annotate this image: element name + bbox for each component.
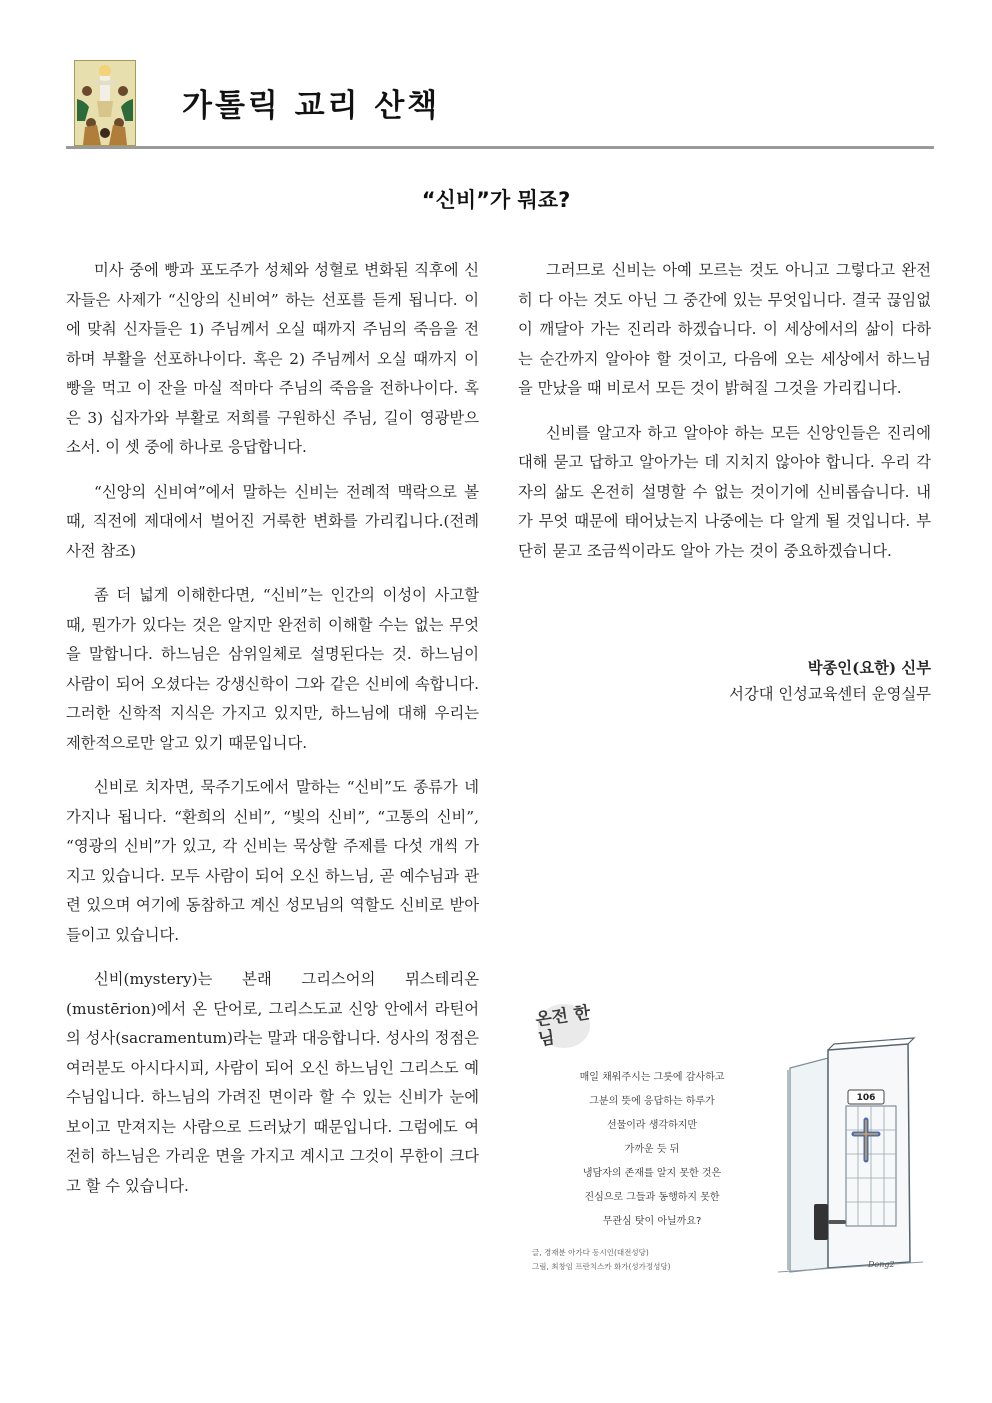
paragraph: 미사 중에 빵과 포도주가 성체와 성혈로 변화된 직후에 신자들은 사제가 “신앙의 신비여” 하는 선포를 듣게 됩니다. 이에 맞춰 신자들은 1) 주님께서 오실 때까지 주님의 죽음을 전하며 부활을 선포하나이다. 혹은 2) 주님께서 오실 때까지 이 빵을 먹고 이 잔을 마실 적마다 주님의 죽음을 전하나이다. 혹은 3) 십자가와 부활로 저희를 구원하신 주님, 길이 영광받으소서. 이 셋 중에 하나로 응답합니다. — [66, 261, 479, 456]
poem-line: 진심으로 그들과 동행하지 못한 — [584, 1192, 720, 1203]
paragraph: 신비(mystery)는 본래 그리스어의 뮈스테리온(mustērion)에서 온 단어로, 그리스도교 신앙 안에서 라틴어의 성사(sacramentum)라는 말과 대응합니다. 성사의 정점은 여러분도 아시다시피, 사람이 되어 오신 하느님인 그리스도 예수님입니다. 하느님의 가려진 면이라 할 수 있는 신비가 눈에 보이고 만져지는 사람으로 드러났기 때문입니다. 그럼에도 여전히 하느님은 가리운 면을 가지고 계시고 그것이 무한이 크다고 할 수 있습니다. — [66, 970, 479, 1195]
header-divider — [66, 146, 934, 149]
credit-art: 그림, 최창임 프란치스카 화가(성가정성당) — [532, 1262, 671, 1271]
article-title: “신비”가 뭐죠? — [421, 188, 571, 212]
page-title: 가톨릭 교리 산책 — [182, 88, 441, 124]
left-column — [66, 256, 479, 1216]
poem-line: 냉담자의 존재를 알지 못한 것은 — [582, 1168, 722, 1179]
cartoon-illustration — [528, 1000, 930, 1290]
cartoon-poem — [542, 1066, 762, 1234]
poem-line: 선물이라 생각하지만 — [606, 1120, 698, 1131]
credit-text: 글, 경재분 아가다 동시인(대전성당) — [532, 1248, 649, 1257]
cartoon-credits — [532, 1246, 752, 1274]
poem-line: 매일 채워주시는 그릇에 감사하고 — [579, 1072, 725, 1083]
paragraph: 그러므로 신비는 아예 모르는 것도 아니고 그렇다고 완전히 다 아는 것도 아닌 그 중간에 있는 무엇입니다. 결국 끊임없이 깨달아 가는 진리라 하겠습니다. 이 세상에서의 삶이 다하는 순간까지 알아야 할 것이고, 다음에 오는 세상에서 하느님을 만났을 때 비로서 모든 것이 밝혀질 그것을 가리킵니다. — [518, 261, 931, 397]
poem-line: 가까운 듯 뒤 — [624, 1144, 680, 1155]
stamp-logo: 온전 한 님 — [534, 1002, 592, 1051]
christ-apostles-logo-icon — [74, 60, 136, 146]
paragraph: 신비로 치자면, 묵주기도에서 말하는 “신비”도 종류가 네 가지나 됩니다. “환희의 신비”, “빛의 신비”, “고통의 신비”, “영광의 신비”가 있고, 각 신비는 묵상할 주제를 다섯 개씩 가지고 있습니다. 모두 사람이 되어 오신 하느님, 곧 예수님과 관련 있으며 여기에 동참하고 계신 성모님의 역할도 신비로 받아들이고 있습니다. — [66, 778, 479, 944]
poem-line: 무관심 탓이 아닐까요? — [602, 1216, 702, 1227]
paragraph: 좀 더 넓게 이해한다면, “신비”는 인간의 이성이 사고할 때, 뭔가가 있다는 것은 알지만 완전히 이해할 수는 없는 무엇을 말합니다. 하느님은 삼위일체로 설명된다는 것. 하느님이 사람이 되어 오셨다는 강생신학이 그와 같은 신비에 속합니다. 그러한 신학적 지식은 가지고 있지만, 하느님에 대해 우리는 제한적으로만 알고 있기 때문입니다. — [66, 586, 479, 752]
artist-signature: Dong2 — [868, 1260, 895, 1269]
paragraph: 신비를 알고자 하고 알아야 하는 모든 신앙인들은 진리에 대해 묻고 답하고 알아가는 데 지치지 않아야 합니다. 우리 각자의 삶도 온전히 설명할 수 없는 것이기에 신비롭습니다. 내가 무엇 때문에 태어났는지 나중에는 다 알게 될 것입니다. 부단히 묻고 조금씩이라도 알아 가는 것이 중요하겠습니다. — [518, 423, 931, 560]
right-column — [518, 256, 931, 581]
paragraph: “신앙의 신비여”에서 말하는 신비는 전례적 맥락으로 볼 때, 직전에 제대에서 벌어진 거룩한 변화를 가리킵니다.(전례사전 참조) — [66, 482, 479, 560]
page-header — [66, 58, 934, 150]
poem-line: 그분의 뜻에 응답하는 하루가 — [589, 1096, 715, 1107]
door-number: 106 — [856, 1093, 876, 1103]
author-affiliation: 서강대 인성교육센터 운영실무 — [729, 685, 931, 703]
author-name: 박종인(요한) 신부 — [807, 659, 931, 677]
